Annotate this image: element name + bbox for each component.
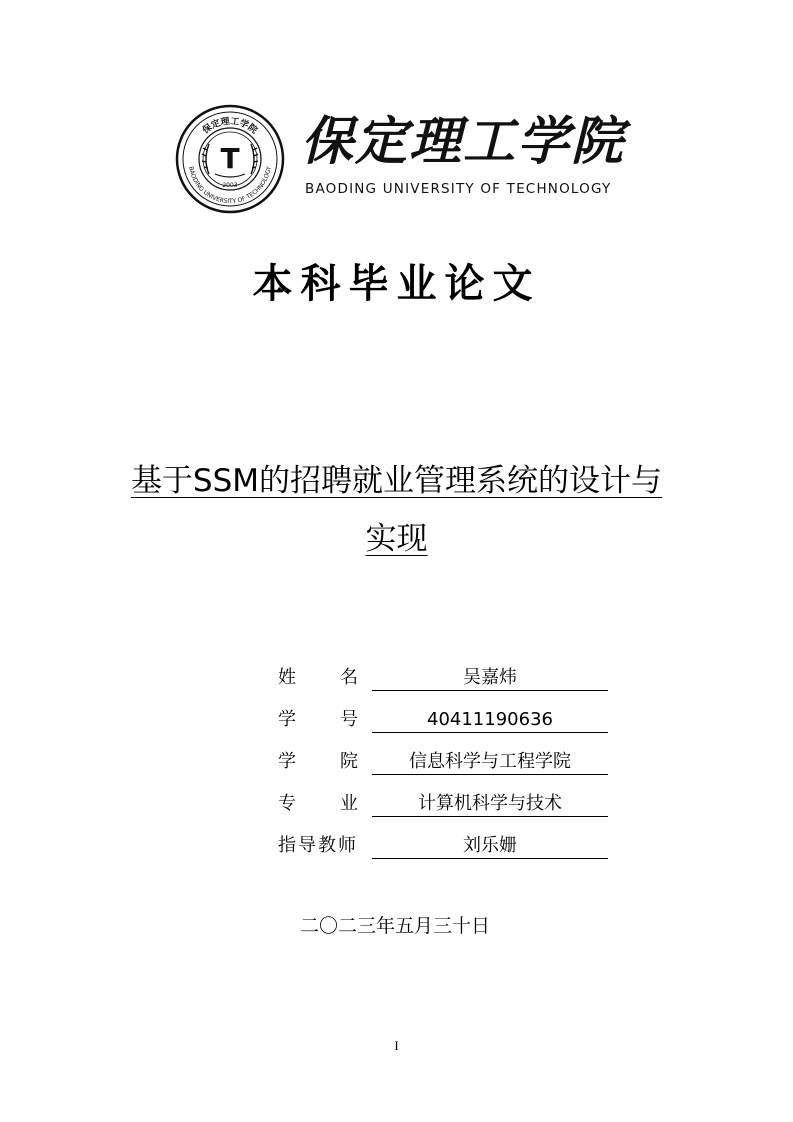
info-label-college: 学院	[278, 751, 402, 772]
info-value-college: 信息科学与工程学院	[372, 750, 608, 775]
info-value-name: 吴嘉炜	[372, 666, 608, 691]
info-label-name: 姓名	[278, 667, 402, 688]
info-row-student-id	[278, 704, 618, 746]
thesis-title	[40, 452, 753, 568]
seal-center-letter: T	[220, 142, 240, 175]
page-number: I	[394, 1038, 399, 1053]
student-info-table	[278, 662, 618, 872]
thesis-title-line-1: 基于SSM的招聘就业管理系统的设计与	[130, 463, 663, 499]
info-value-major: 计算机科学与技术	[372, 792, 608, 817]
info-label-major: 专业	[278, 793, 402, 814]
thesis-title-line-2: 实现	[365, 521, 428, 557]
info-label-student-id: 学号	[278, 709, 402, 730]
university-name-cn: 保定理工学院	[301, 111, 626, 172]
info-label-advisor: 指导教师	[278, 835, 358, 856]
info-row-advisor	[278, 830, 618, 872]
svg-text:保定理工学院	[199, 116, 261, 137]
university-header	[175, 100, 645, 215]
seal-year: 2003	[222, 182, 238, 189]
info-value-student-id: 40411190636	[372, 708, 608, 733]
info-row-name	[278, 662, 618, 704]
info-value-advisor: 刘乐姗	[372, 834, 608, 859]
university-seal-logo	[175, 104, 285, 214]
submission-date: 二〇二三年五月三十日	[300, 915, 491, 937]
university-name-en: BAODING UNIVERSITY OF TECHNOLOGY	[305, 181, 612, 197]
info-row-college	[278, 746, 618, 788]
seal-top-text: 保定理工学院	[201, 116, 259, 137]
document-type-heading: 本科毕业论文	[252, 260, 541, 307]
seal-bottom-text: BAODING UNIVERSITY OF TECHNOLOGY	[187, 165, 273, 206]
info-row-major	[278, 788, 618, 830]
